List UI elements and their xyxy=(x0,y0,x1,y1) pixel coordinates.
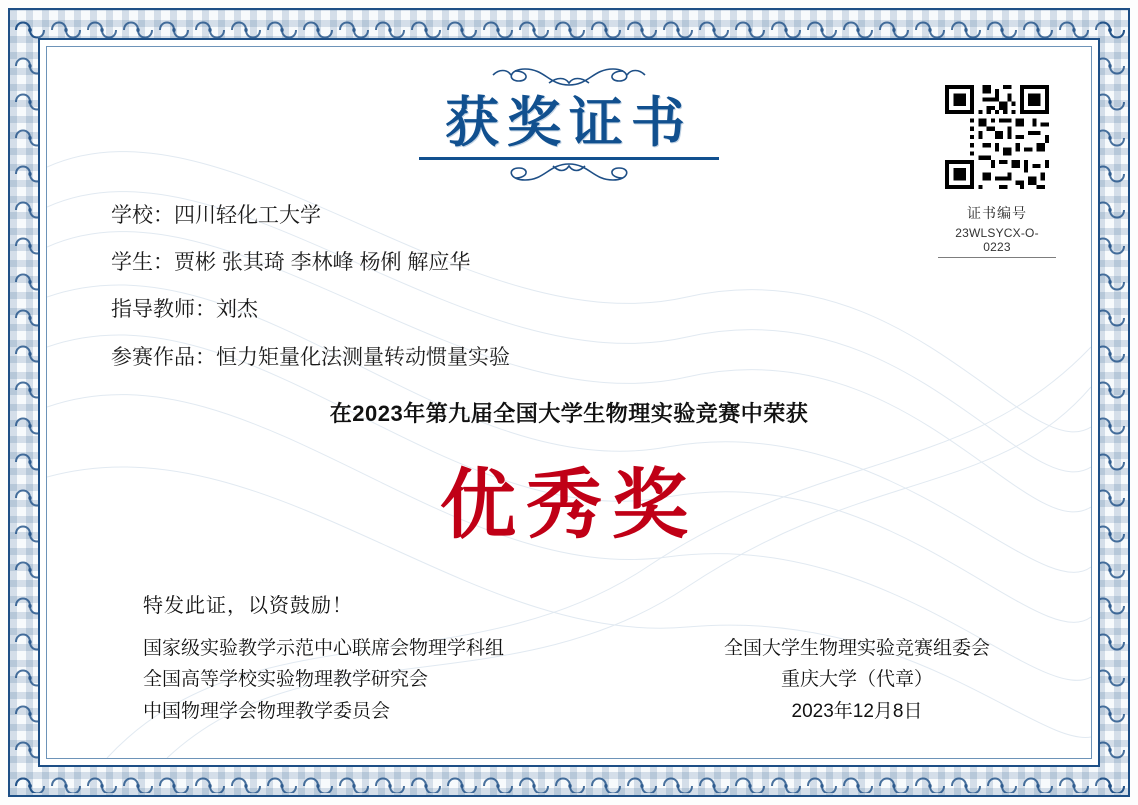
issue-date: 2023年12月8日 xyxy=(791,700,923,722)
title-block xyxy=(47,63,1091,184)
certificate-content xyxy=(47,47,1091,758)
field-label-students: 学生： xyxy=(111,251,174,275)
field-value-project: 恒力矩量化法测量转动惯量实验 xyxy=(216,345,510,369)
certificate-number-underline xyxy=(938,257,1056,258)
field-label-advisor: 指导教师： xyxy=(111,298,216,322)
award-statement: 在2023年第九届全国大学生物理实验竞赛中荣获 xyxy=(329,401,809,426)
committee-name: 全国大学生物理实验竞赛组委会 xyxy=(723,638,990,659)
award-name: 优秀奖 xyxy=(440,460,698,549)
field-label-school: 学校： xyxy=(111,204,174,227)
field-value-students: 贾彬 张其琦 李林峰 杨俐 解应华 xyxy=(174,251,471,275)
org-line: 国家级实验教学示范中心联席会物理学科组 xyxy=(143,638,505,659)
field-row xyxy=(111,203,911,228)
certificate-number-value: 23WLSYCX-O-0223 xyxy=(955,226,1039,254)
encouragement-text: 特发此证，以资鼓励！ xyxy=(143,595,353,617)
ornament-flourish-top-icon xyxy=(453,63,685,89)
org-line: 全国高等学校实验物理教学研究会 xyxy=(143,669,429,691)
field-value-advisor: 刘杰 xyxy=(216,298,258,322)
issuing-organizations-left xyxy=(143,633,504,727)
fields-list xyxy=(111,203,911,392)
org-line: 中国物理学会物理教学委员会 xyxy=(143,700,391,722)
field-row xyxy=(111,345,911,370)
issuing-organizations-right xyxy=(667,633,1047,727)
qr-code-icon xyxy=(945,85,1049,189)
page-title: 获奖证书 xyxy=(445,90,693,154)
field-row xyxy=(111,297,911,322)
field-row xyxy=(111,250,911,275)
ornament-flourish-bottom-icon xyxy=(453,160,685,184)
field-value-school: 四川轻化工大学 xyxy=(174,204,321,227)
certificate-number-label: 证书编号 xyxy=(967,205,1027,221)
field-label-project: 参赛作品： xyxy=(111,345,216,369)
certificate-id-block xyxy=(945,85,1049,258)
seal-authority: 重庆大学（代章） xyxy=(780,669,933,691)
